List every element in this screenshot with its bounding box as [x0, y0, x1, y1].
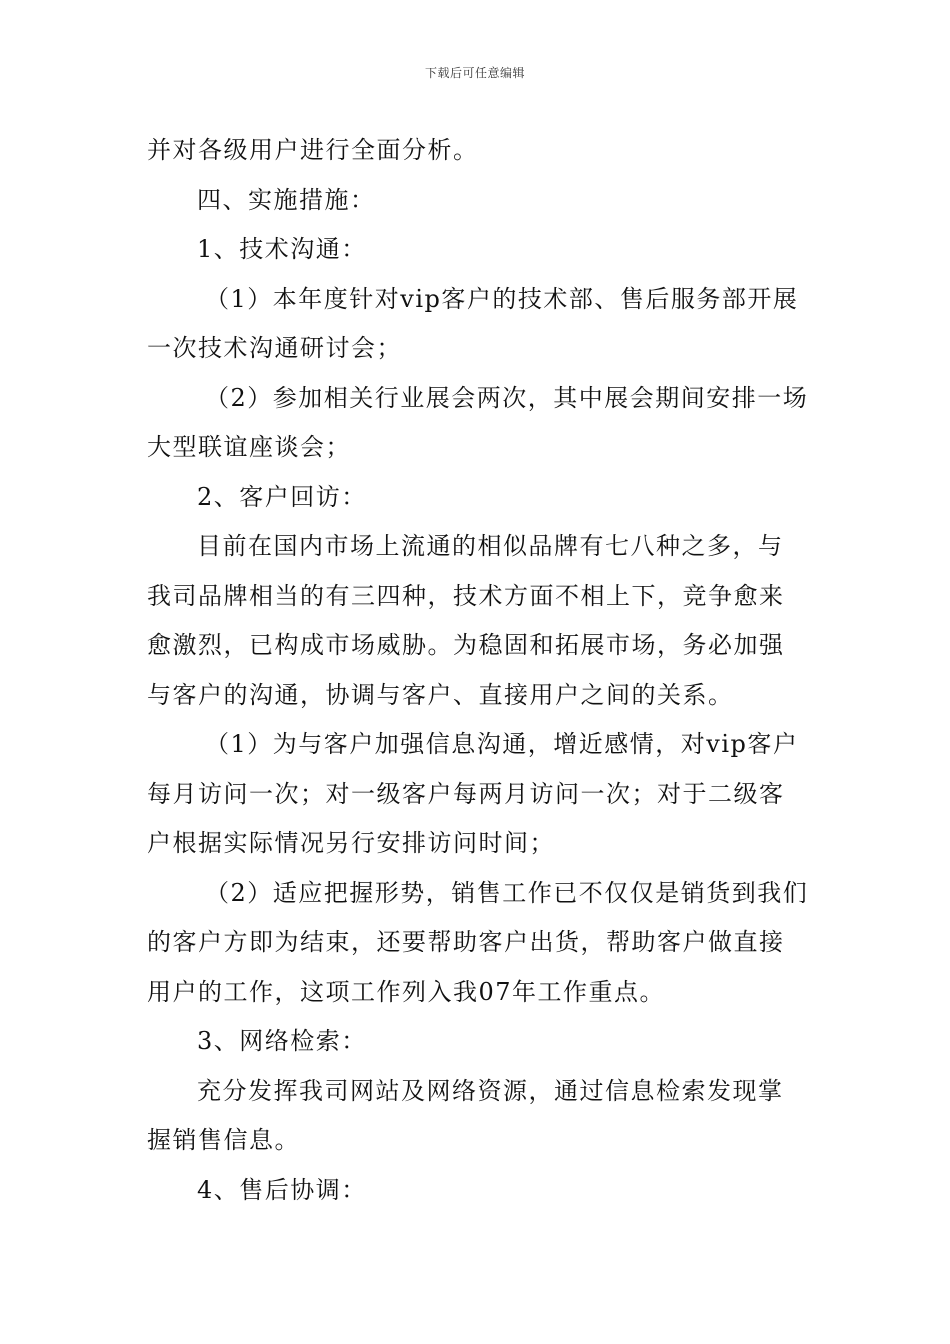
subsection-heading: 4、售后协调： — [197, 1175, 367, 1204]
page-header: 下载后可任意编辑 — [424, 66, 525, 80]
body-line: （1）为与客户加强信息沟通，增近感情，对vip客户 — [205, 730, 799, 758]
body-line: 户根据实际情况另行安排访问时间； — [147, 829, 555, 857]
document-body — [147, 126, 807, 1215]
body-line: 用户的工作，这项工作列入我07年工作重点。 — [147, 977, 666, 1006]
body-line: 每月访问一次；对一级客户每两月访问一次；对于二级客 — [147, 779, 785, 808]
body-line: 并对各级用户进行全面分析。 — [147, 136, 479, 164]
section-heading: 四、实施措施： — [197, 185, 376, 214]
body-line: （2）参加相关行业展会两次，其中展会期间安排一场 — [205, 383, 809, 412]
body-line: 愈激烈，已构成市场威胁。为稳固和拓展市场，务必加强 — [147, 631, 785, 659]
body-line: （1）本年度针对vip客户的技术部、售后服务部开展 — [205, 284, 799, 313]
body-line: 大型联谊座谈会； — [147, 433, 351, 461]
subsection-heading: 2、客户回访： — [197, 482, 367, 511]
body-line: 一次技术沟通研讨会； — [147, 334, 402, 362]
body-line: 的客户方即为结束，还要帮助客户出货，帮助客户做直接 — [147, 928, 785, 956]
body-line: 目前在国内市场上流通的相似品牌有七八种之多，与 — [197, 532, 784, 560]
body-line: 我司品牌相当的有三四种，技术方面不相上下，竞争愈来 — [147, 581, 785, 610]
subsection-heading: 3、网络检索： — [197, 1027, 367, 1055]
body-line: 握销售信息。 — [147, 1126, 300, 1154]
body-line: 与客户的沟通，协调与客户、直接用户之间的关系。 — [147, 680, 734, 709]
body-line: 充分发挥我司网站及网络资源，通过信息检索发现掌 — [197, 1076, 784, 1105]
body-line: （2）适应把握形势，销售工作已不仅仅是销货到我们 — [205, 878, 809, 907]
subsection-heading: 1、技术沟通： — [197, 235, 367, 263]
